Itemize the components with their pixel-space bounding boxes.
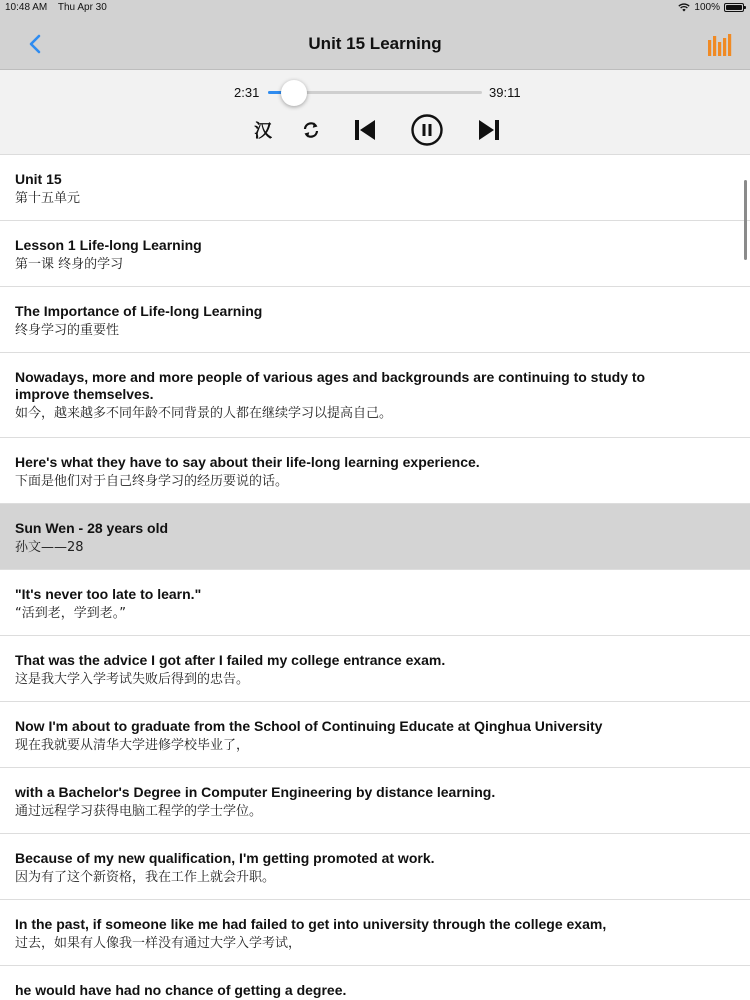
sentence-english: he would have had no chance of getting a degree. <box>15 982 347 998</box>
sentence-chinese: 这是我大学入学考试失败后得到的忠告。 <box>15 672 250 687</box>
battery-percent: 100% <box>694 2 720 13</box>
audio-player <box>0 70 750 155</box>
pause-icon <box>411 114 443 146</box>
sentence-english: Here's what they have to say about their life-long learning experience. <box>15 454 480 470</box>
sentence-english: In the past, if someone like me had failed to get into university through the college exam, <box>15 916 607 932</box>
next-button[interactable] <box>474 115 504 145</box>
sentence-chinese: 下面是他们对于自己终身学习的经历要说的话。 <box>15 474 289 489</box>
sentence-english: Sun Wen - 28 years old <box>15 520 169 536</box>
list-scrollbar[interactable] <box>744 180 747 260</box>
list-item[interactable] <box>0 221 750 287</box>
repeat-button[interactable] <box>298 115 324 145</box>
sentence-chinese: 孙文——28 <box>15 540 84 555</box>
list-item[interactable] <box>0 438 750 504</box>
list-item[interactable] <box>0 353 750 438</box>
total-time: 39:11 <box>489 85 521 100</box>
sentence-english: "It's never too late to learn." <box>15 586 202 602</box>
list-item[interactable] <box>0 900 750 966</box>
sentence-chinese: 终身学习的重要性 <box>15 323 120 338</box>
chinese-toggle-button[interactable]: 汉 <box>254 121 272 142</box>
sentence-english: Unit 15 <box>15 171 62 187</box>
list-item[interactable] <box>0 702 750 768</box>
bar-chart-icon <box>706 32 732 58</box>
list-item[interactable] <box>0 155 750 221</box>
skip-previous-icon <box>353 118 377 142</box>
list-item[interactable] <box>0 287 750 353</box>
status-time: 10:48 AM <box>5 2 48 13</box>
repeat-icon <box>301 120 321 140</box>
sentence-chinese: 通过远程学习获得电脑工程学的学士学位。 <box>15 804 263 819</box>
sentence-english: The Importance of Life-long Learning <box>15 303 263 319</box>
list-item[interactable] <box>0 966 750 1000</box>
sentence-chinese: 第一课 终身的学习 <box>15 257 124 272</box>
status-bar <box>0 0 750 16</box>
sentence-chinese: 过去，如果有人像我一样没有通过大学入学考试， <box>15 936 302 951</box>
sentence-list[interactable] <box>0 155 750 1000</box>
list-item[interactable] <box>0 834 750 900</box>
sentence-english: Lesson 1 Life-long Learning <box>15 237 202 253</box>
sentence-english: Because of my new qualification, I'm getting promoted at work. <box>15 850 435 866</box>
sentence-chinese: 现在我就要从清华大学进修学校毕业了， <box>15 738 250 753</box>
nav-bar <box>0 16 750 70</box>
wifi-icon <box>678 3 690 12</box>
sentence-english: with a Bachelor's Degree in Computer Engineering by distance learning. <box>15 784 496 800</box>
skip-next-icon <box>477 118 501 142</box>
elapsed-time: 2:31 <box>234 85 260 100</box>
pause-button[interactable] <box>410 115 444 145</box>
slider-thumb[interactable] <box>281 80 307 106</box>
list-item[interactable] <box>0 636 750 702</box>
sentence-english: Nowadays, more and more people of various ages and backgrounds are continuing to study to improve themselves. <box>15 369 646 402</box>
sentence-english: That was the advice I got after I failed my college entrance exam. <box>15 652 446 668</box>
progress-slider[interactable] <box>268 91 482 94</box>
status-date: Thu Apr 30 <box>57 2 107 13</box>
list-item-selected[interactable] <box>0 504 750 570</box>
sentence-chinese: “活到老，学到老。” <box>15 606 126 621</box>
sentence-chinese: 因为有了这个新资格，我在工作上就会升职。 <box>15 870 276 885</box>
sentence-english: Now I'm about to graduate from the School of Continuing Educate at Qinghua University <box>15 718 603 734</box>
page-title: Unit 15 Learning <box>308 34 442 53</box>
battery-icon <box>724 3 744 12</box>
list-item[interactable] <box>0 768 750 834</box>
sentence-chinese: 如今，越来越多不同年龄不同背景的人都在继续学习以提高自己。 <box>15 406 393 421</box>
sentence-chinese: 第十五单元 <box>15 191 81 206</box>
stats-button[interactable] <box>706 32 732 58</box>
list-item[interactable] <box>0 570 750 636</box>
previous-button[interactable] <box>350 115 380 145</box>
